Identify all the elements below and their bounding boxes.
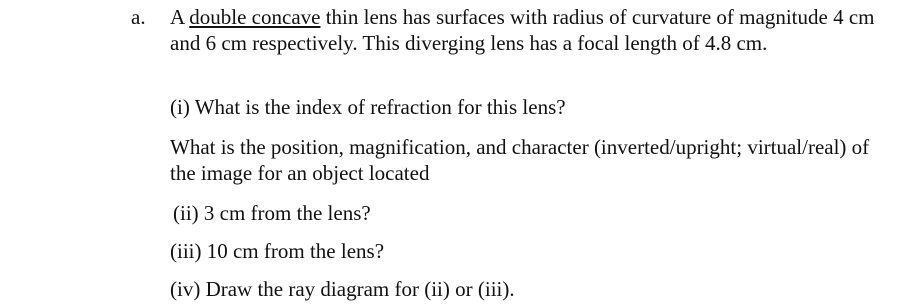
question-iii: (iii) 10 cm from the lens? — [170, 239, 385, 263]
question-i: (i) What is the index of refraction for this lens? — [170, 95, 566, 119]
problem-text-rest: thin lens has surfaces with radius of curvature of magnitude 4 cm and 6 cm respectively. This diverging lens has a focal length of 4.8 cm. — [170, 5, 875, 55]
problem-text-start: A — [170, 5, 190, 29]
question-intro: What is the position, magnification, and character (inverted/upright; virtual/real) of the image for an object located — [170, 135, 870, 185]
item-marker: a. — [131, 5, 146, 29]
question-ii: (ii) 3 cm from the lens? — [173, 201, 371, 225]
question-iv: (iv) Draw the ray diagram for (ii) or (iii). — [170, 277, 515, 301]
underlined-term: double concave — [189, 5, 321, 29]
problem-statement — [170, 4, 885, 56]
